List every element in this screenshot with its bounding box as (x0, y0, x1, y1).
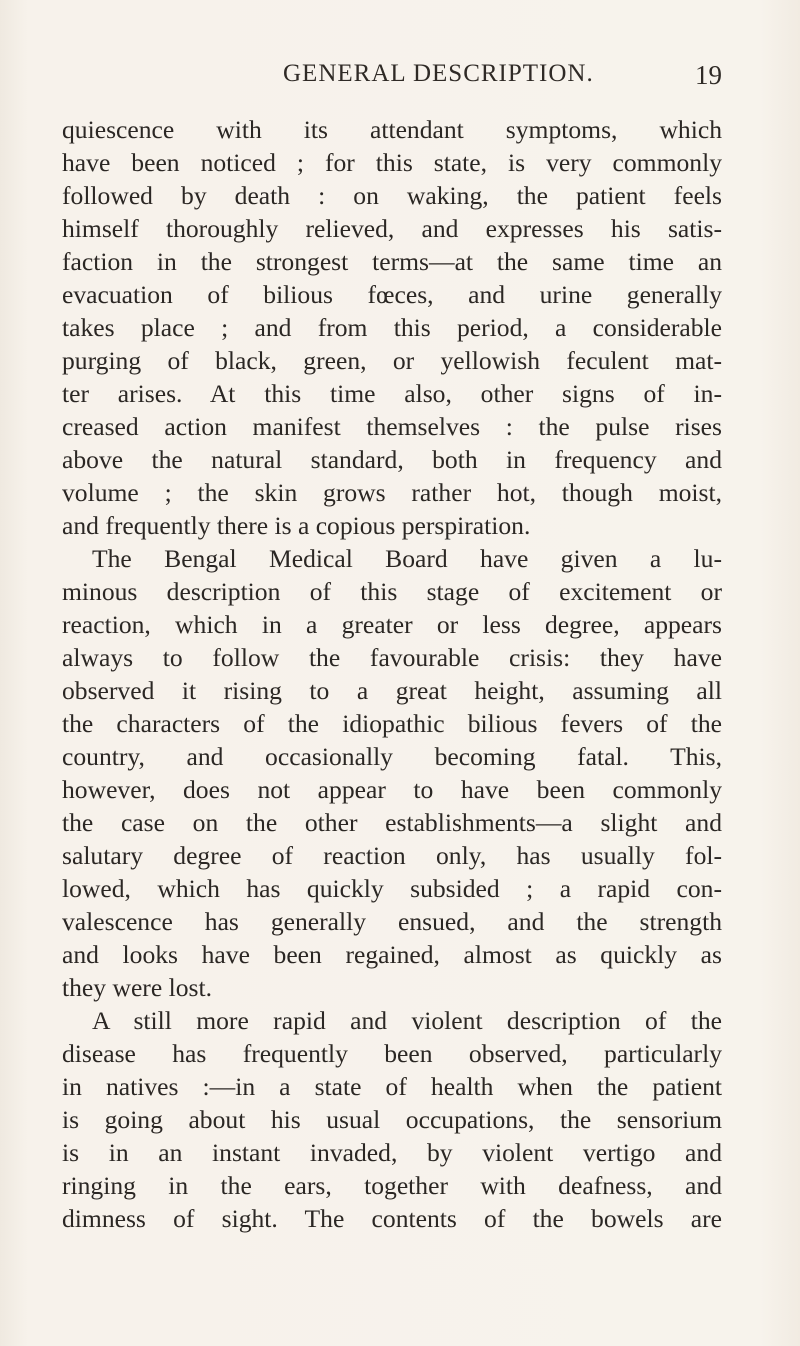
text-line: the characters of the idiopathic bilious fevers of the (62, 709, 722, 738)
page-header (0, 60, 800, 100)
text-line: followed by death : on waking, the patient feels (62, 181, 722, 210)
text-line: in natives :—in a state of health when the patient (62, 1072, 722, 1101)
text-line: faction in the strongest terms—at the same time an (62, 247, 722, 276)
text-line: reaction, which in a greater or less degree, appears (62, 610, 722, 639)
text-line: is in an instant invaded, by violent vertigo and (62, 1138, 722, 1167)
text-line: valescence has generally ensued, and the strength (62, 907, 722, 936)
text-line: is going about his usual occupations, the sensorium (62, 1105, 722, 1134)
text-line: takes place ; and from this period, a considerable (62, 313, 722, 342)
text-line: ter arises. At this time also, other signs of in- (62, 379, 722, 408)
text-line: have been noticed ; for this state, is very commonly (62, 148, 722, 177)
text-line: himself thoroughly relieved, and expresses his satis- (62, 214, 722, 243)
text-line: creased action manifest themselves : the pulse rises (62, 412, 722, 441)
text-line: minous description of this stage of excitement or (62, 577, 722, 606)
text-line: purging of black, green, or yellowish feculent mat- (62, 346, 722, 375)
text-line: above the natural standard, both in frequency and (62, 445, 722, 474)
text-line: they were lost. (62, 973, 212, 1002)
text-line-paragraph-start: The Bengal Medical Board have given a lu- (92, 544, 722, 573)
text-line: and looks have been regained, almost as quickly as (62, 940, 722, 969)
text-line: lowed, which has quickly subsided ; a rapid con- (62, 874, 722, 903)
text-line: always to follow the favourable crisis: they have (62, 643, 722, 672)
text-line: ringing in the ears, together with deafness, and (62, 1171, 722, 1200)
text-line: disease has frequently been observed, particularly (62, 1039, 722, 1068)
body-text (62, 113, 722, 1235)
page-number: 19 (695, 60, 722, 90)
text-line: the case on the other establishments—a slight and (62, 808, 722, 837)
text-line: observed it rising to a great height, assuming all (62, 676, 722, 705)
text-line: salutary degree of reaction only, has usually fol- (62, 841, 722, 870)
text-line: country, and occasionally becoming fatal. This, (62, 742, 722, 771)
text-line: volume ; the skin grows rather hot, though moist, (62, 478, 722, 507)
text-line-paragraph-start: A still more rapid and violent description of the (92, 1006, 722, 1035)
text-line: quiescence with its attendant symptoms, which (62, 115, 722, 144)
text-line: and frequently there is a copious perspiration. (62, 511, 531, 540)
text-line: dimness of sight. The contents of the bowels are (62, 1204, 722, 1233)
running-head: GENERAL DESCRIPTION. (283, 60, 594, 87)
text-line: however, does not appear to have been commonly (62, 775, 722, 804)
text-line: evacuation of bilious fœces, and urine generally (62, 280, 722, 309)
